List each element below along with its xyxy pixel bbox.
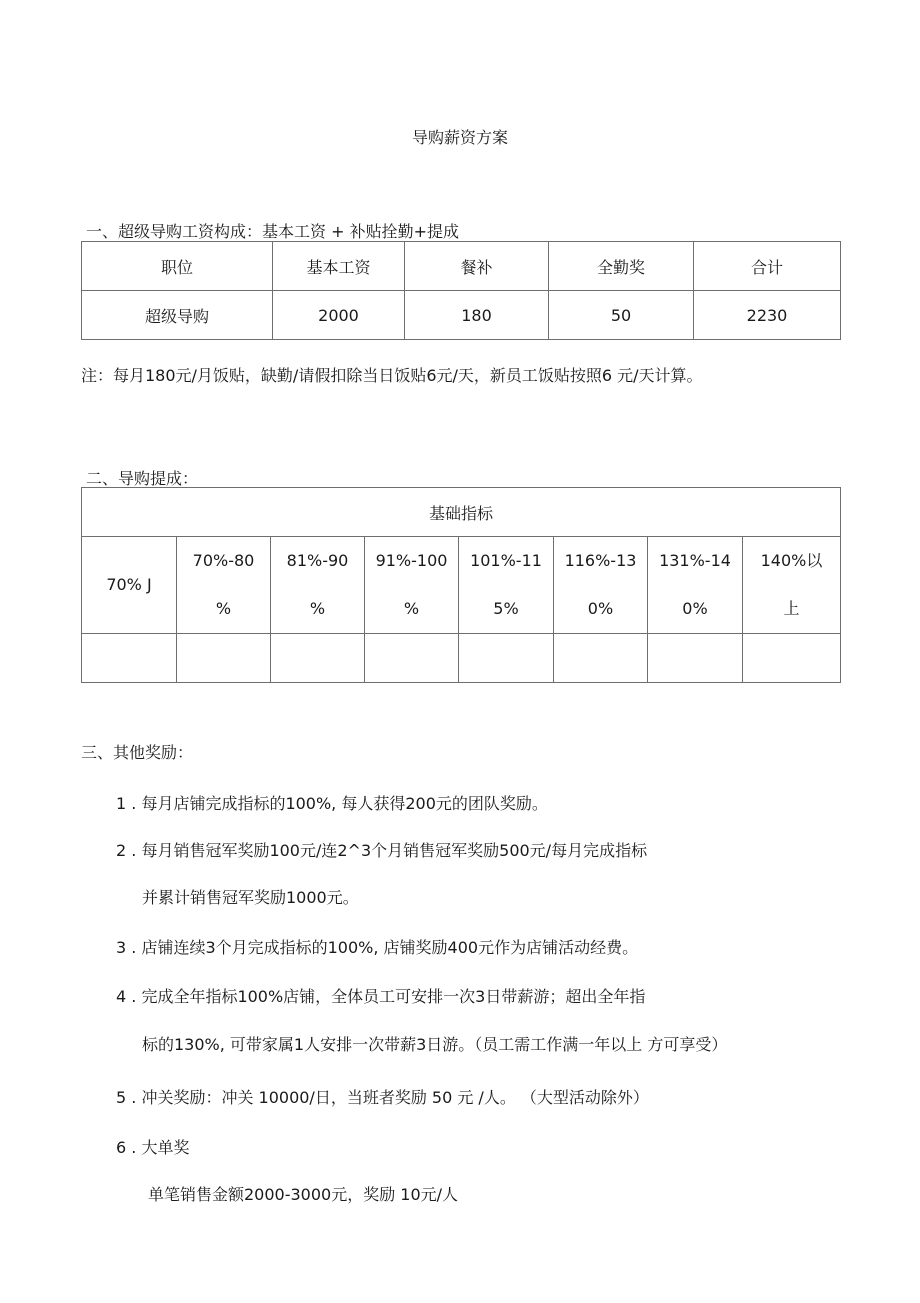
reward-item-6: 6 . 大单奖 [116,1138,190,1157]
header-base-salary: 基本工资 [273,242,405,291]
range-cell: 70%-80 % [177,537,271,634]
empty-cell [459,634,554,683]
section1-heading: 一、超级导购工资构成：基本工资 + 补贴拴勤+提成 [86,222,459,241]
header-attendance-bonus: 全勤奖 [549,242,694,291]
empty-cell [648,634,743,683]
range-cell: 101%-11 5% [459,537,554,634]
reward-item-2: 2 . 每月销售冠军奖励100元/连2^3个月销售冠军奖励500元/每月完成指标 [116,841,648,860]
section2-heading: 二、导购提成： [86,469,199,488]
range-cell: 70% J [82,537,177,634]
range-cell: 140%以 上 [743,537,841,634]
empty-cell [271,634,365,683]
reward-item-3: 3 . 店铺连续3个月完成指标的100%, 店铺奖励400元作为店铺活动经费。 [116,938,639,957]
empty-cell [82,634,177,683]
table-header-row [82,242,841,291]
header-total: 合计 [694,242,841,291]
empty-row [82,634,841,683]
range-row [82,537,841,634]
cell-meal-allowance: 180 [405,291,549,340]
table-row [82,291,841,340]
section3-heading: 三、其他奖励： [81,743,194,762]
cell-position: 超级导购 [82,291,273,340]
empty-cell [365,634,459,683]
empty-cell [554,634,648,683]
cell-attendance-bonus: 50 [549,291,694,340]
range-cell: 91%-100 % [365,537,459,634]
table-header-row [82,488,841,537]
reward-item-4-cont: 标的130%, 可带家属1人安排一次带薪3日游。（员工需工作满一年以上 方可享受） [142,1035,728,1054]
salary-structure-table [81,241,841,340]
commission-table [81,487,841,683]
empty-cell [743,634,841,683]
page-title: 导购薪资方案 [411,128,508,147]
range-cell: 131%-14 0% [648,537,743,634]
reward-item-6-detail: 单笔销售金额2000-3000元，奖励 10元/人 [148,1185,459,1204]
section1-note: 注：每月180元/月饭贴，缺勤/请假扣除当日饭贴6元/天，新员工饭贴按照6 元/天计算。 [81,366,703,385]
range-cell: 116%-13 0% [554,537,648,634]
header-position: 职位 [82,242,273,291]
reward-item-4: 4 . 完成全年指标100%店铺，全体员工可安排一次3日带薪游；超出全年指 [116,987,646,1006]
reward-item-2-cont: 并累计销售冠军奖励1000元。 [142,888,359,907]
reward-item-1: 1 . 每月店铺完成指标的100%, 每人获得200元的团队奖励。 [116,794,548,813]
reward-item-5: 5 . 冲关奖励：冲关 10000/日，当班者奖励 50 元 /人。 （大型活动除外） [116,1088,649,1107]
header-meal-allowance: 餐补 [405,242,549,291]
base-target-header: 基础指标 [82,488,841,537]
range-cell: 81%-90 % [271,537,365,634]
cell-base-salary: 2000 [273,291,405,340]
cell-total: 2230 [694,291,841,340]
empty-cell [177,634,271,683]
